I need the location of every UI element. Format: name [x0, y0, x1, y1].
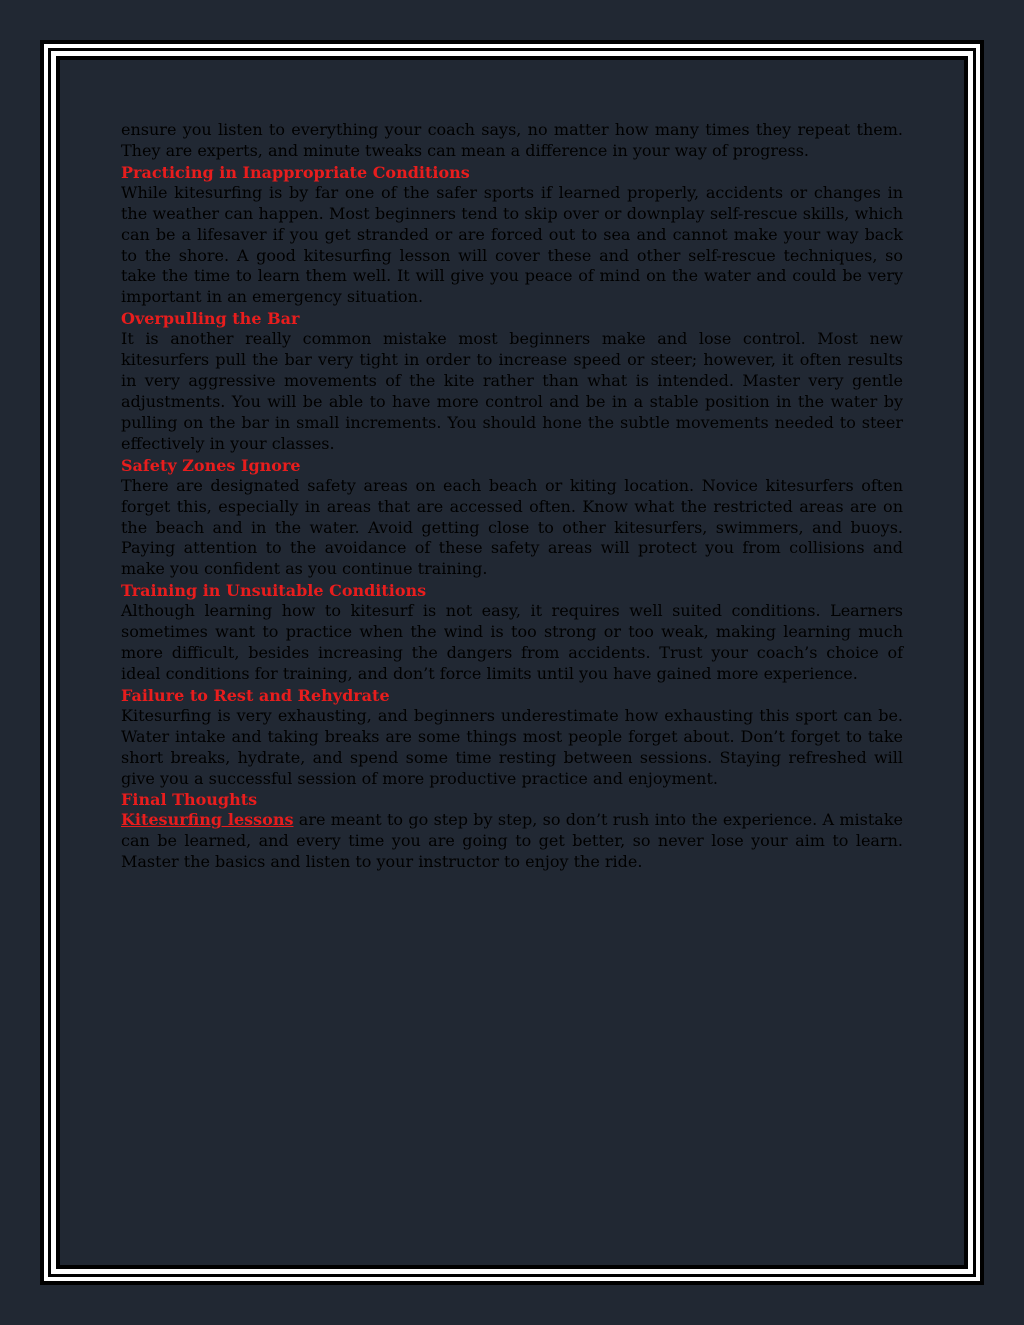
paragraph-inappropriate-conditions: While kitesurfing is by far one of the safer sports if learned properly, accidents or changes in the weather can happen. Most beginners tend to skip over or downplay self-rescue skills, which can be a lifesaver if you get stranded or are forced out to sea and cannot make your way back to the shore. A good kitesurfing lesson will cover these and other self-rescue techniques, so take the time to learn them well. It will give you peace of mind on the water and could be very important in an emergency situation. — [121, 182, 903, 307]
paragraph-unsuitable-conditions: Although learning how to kitesurf is not easy, it requires well suited conditions. Learners sometimes want to practice when the wind is too strong or too weak, making learning much more difficult, besides increasing the dangers from accidents. Trust your coach’s choice of ideal conditions for training, and don’t force limits until you have gained more experience. — [121, 601, 903, 683]
kitesurfing-lessons-link[interactable]: Kitesurfing lessons — [121, 810, 294, 830]
intro-paragraph: ensure you listen to everything your coach says, no matter how many times they repeat them. They are experts, and minute tweaks can mean a difference in your way of progress. — [121, 120, 903, 160]
heading-final-thoughts: Final Thoughts — [121, 790, 258, 810]
heading-inappropriate-conditions: Practicing in Inappropriate Conditions — [121, 162, 470, 182]
heading-unsuitable-conditions: Training in Unsuitable Conditions — [121, 581, 427, 601]
paragraph-safety-zones: There are designated safety areas on each beach or kiting location. Novice kitesurfers often forget this, especially in areas that are accessed often. Know what the restricted areas are on the beach and in the water. Avoid getting close to other kitesurfers, swimmers, and buoys. Paying attention to the avoidance of these safety areas will protect you from collisions and make you confident as you continue training. — [121, 475, 903, 579]
paragraph-final-thoughts — [121, 810, 903, 873]
article-content — [121, 120, 903, 873]
paragraph-overpulling-bar: It is another really common mistake most beginners make and lose control. Most new kitesurfers pull the bar very tight in order to increase speed or steer; however, it often results in very aggressive movements of the kite rather than what is intended. Master very gentle adjustments. You will be able to have more control and be in a stable position in the water by pulling on the bar in small increments. You should hone the subtle movements needed to steer effectively in your classes. — [121, 329, 903, 453]
paragraph-rest-rehydrate: Kitesurfing is very exhausting, and beginners underestimate how exhausting this sport can be. Water intake and taking breaks are some things most people forget about. Don’t forget to take short breaks, hydrate, and spend some time resting between sessions. Staying refreshed will give you a successful session of more productive practice and enjoyment. — [121, 705, 903, 788]
final-thoughts-text: are meant to go step by step, so don’t rush into the experience. A mistake can be learned, and every time you are going to get better, so never lose your aim to learn. Master the basics and listen to your instructor to enjoy the ride. — [121, 810, 903, 872]
heading-rest-rehydrate: Failure to Rest and Rehydrate — [121, 685, 390, 705]
heading-overpulling-bar: Overpulling the Bar — [121, 309, 300, 329]
heading-safety-zones: Safety Zones Ignore — [121, 455, 301, 475]
